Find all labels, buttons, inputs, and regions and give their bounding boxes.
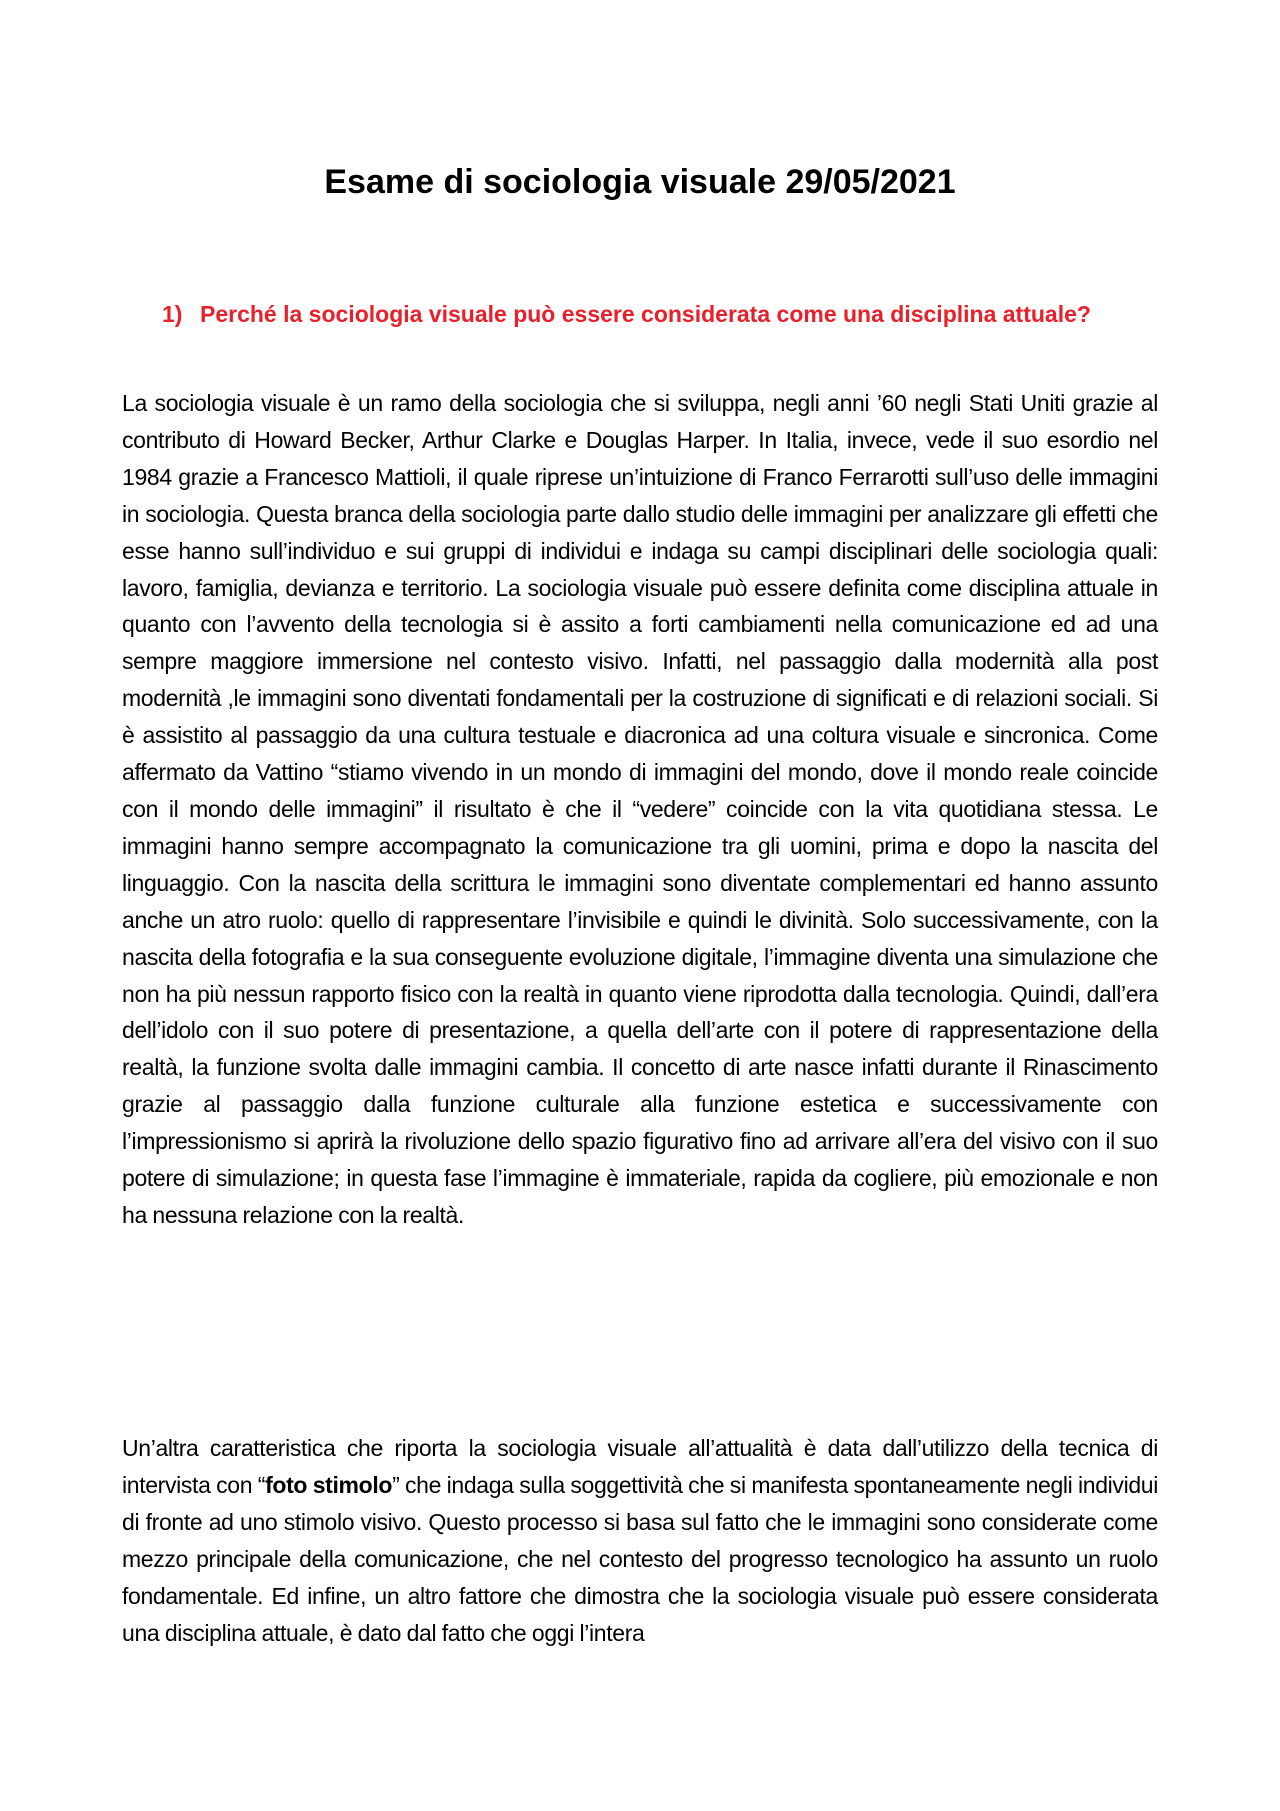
paragraph-2-text-after: ” che indaga sulla soggettività che si manifesta spontaneamente negli individui di fronte ad uno stimolo visivo. Questo processo si basa sul fatto che le immagini sono considerate come mezzo principale della comunicazione, che nel contesto del progresso tecnologico ha assunto un ruolo fondamentale. Ed infine, un altro fattore che dimostra che la sociologia visuale può essere considerata una disciplina attuale, è dato dal fatto che oggi l’intera — [122, 1471, 1158, 1646]
question-text: Perché la sociologia visuale può essere considerata come una disciplina attuale? — [200, 301, 1091, 327]
question-heading — [162, 296, 1142, 333]
paragraph-2-bold-term: foto stimolo — [265, 1471, 393, 1498]
question-number: 1) — [162, 301, 183, 327]
answer-paragraph-2 — [122, 1430, 1158, 1651]
page-title: Esame di sociologia visuale 29/05/2021 — [324, 163, 956, 201]
paragraph-2-text-before: Un’altra caratteristica che riporta la sociologia visuale all’attualità è data dall’utilizzo della tecnica di intervista con “ — [122, 1435, 1158, 1498]
answer-paragraph-1: La sociologia visuale è un ramo della sociologia che si sviluppa, negli anni ’60 negli Stati Uniti grazie al contributo di Howard Becker, Arthur Clarke e Douglas Harper. In Italia, invece, vede il suo esordio nel 1984 grazie a Francesco Mattioli, il quale riprese un’intuizione di Franco Ferrarotti sull’uso delle immagini in sociologia. Questa branca della sociologia parte dallo studio delle immagini per analizzare gli effetti che esse hanno sull’individuo e sui gruppi di individui e indaga su campi disciplinari delle sociologia quali: lavoro, famiglia, devianza e territorio. La sociologia visuale può essere definita come disciplina attuale in quanto con l’avvento della tecnologia si è assito a forti cambiamenti nella comunicazione ed ad una sempre maggiore immersione nel contesto visivo. Infatti, nel passaggio dalla modernità alla post modernità ,le immagini sono diventati fondamentali per la costruzione di significati e di relazioni sociali. Si è assistito al passaggio da una cultura testuale e diacronica ad una coltura visuale e sincronica. Come affermato da Vattino “stiamo vivendo in un mondo di immagini del mondo, dove il mondo reale coincide con il mondo delle immagini” il risultato è che il “vedere” coincide con la vita quotidiana stessa. Le immagini hanno sempre accompagnato la comunicazione tra gli uomini, prima e dopo la nascita del linguaggio. Con la nascita della scrittura le immagini sono diventate complementari ed hanno assunto anche un atro ruolo: quello di rappresentare l’invisibile e quindi le divinità. Solo successivamente, con la nascita della fotografia e la sua conseguente evoluzione digitale, l’immagine diventa una simulazione che non ha più nessun rapporto fisico con la realtà in quanto viene riprodotta dalla tecnologia. Quindi, dall’era dell’idolo con il suo potere di presentazione, a quella dell’arte con il potere di rappresentazione della realtà, la funzione svolta dalle immagini cambia. Il concetto di arte nasce infatti durante il Rinascimento grazie al passaggio dalla funzione culturale alla funzione estetica e successivamente con l’impressionismo si aprirà la rivoluzione dello spazio figurativo fino ad arrivare all’era del visivo con il suo potere di simulazione; in questa fase l’immagine è immateriale, rapida da cogliere, più emozionale e non ha nessuna relazione con la realtà. — [122, 390, 1158, 1228]
